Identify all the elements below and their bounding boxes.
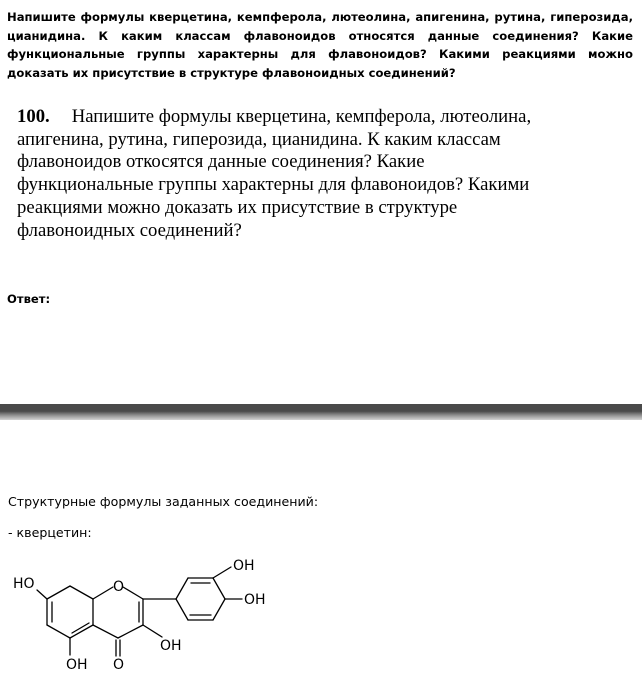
question-line-1: Напишите формулы кверцетина, кемпферола, лютеолина, <box>71 106 532 127</box>
question-number: 100. <box>17 106 50 127</box>
label-ho: HO <box>13 576 35 592</box>
label-carbonyl-oxygen: O <box>113 657 125 673</box>
answer-label: Ответ: <box>7 292 51 306</box>
question-line-6: флавоноидных соединений? <box>17 219 242 241</box>
quercetin-structure <box>10 552 280 699</box>
label-ring-oxygen: O <box>113 579 125 595</box>
compound-label-quercetin: - кверцетин: <box>8 525 92 540</box>
page-divider <box>0 404 642 420</box>
label-oh-c3: OH <box>160 638 182 654</box>
question-text-bold: Напишите формулы кверцетина, кемпферола, лютеолина, апигенина, рутина, гиперозида, цианидина. К каким классам флавоноидов относятся данные соединения? Какие функциональные группы характерны для флавоноидов? Какими реакциями можно доказать их присутствие в структуре флавоноидных соединений? <box>7 10 633 80</box>
question-line-3: флавоноидов откосятся данные соединения? Какие <box>17 151 425 173</box>
question-line-2: апигенина, рутина, гиперозида, цианидина. К каким классам <box>17 128 501 150</box>
structures-intro: Структурные формулы заданных соединений: <box>8 494 319 509</box>
question-line-5: реакциями можно доказать их присутствие в структуре <box>17 196 458 218</box>
structure-bonds <box>37 567 242 656</box>
question-block-serif <box>17 106 592 242</box>
label-oh-right: OH <box>244 592 266 608</box>
label-oh-c5: OH <box>66 657 88 673</box>
label-oh-top: OH <box>233 558 255 574</box>
question-line-4: функциональные группы характерны для флавоноидов? Какими <box>17 174 530 196</box>
